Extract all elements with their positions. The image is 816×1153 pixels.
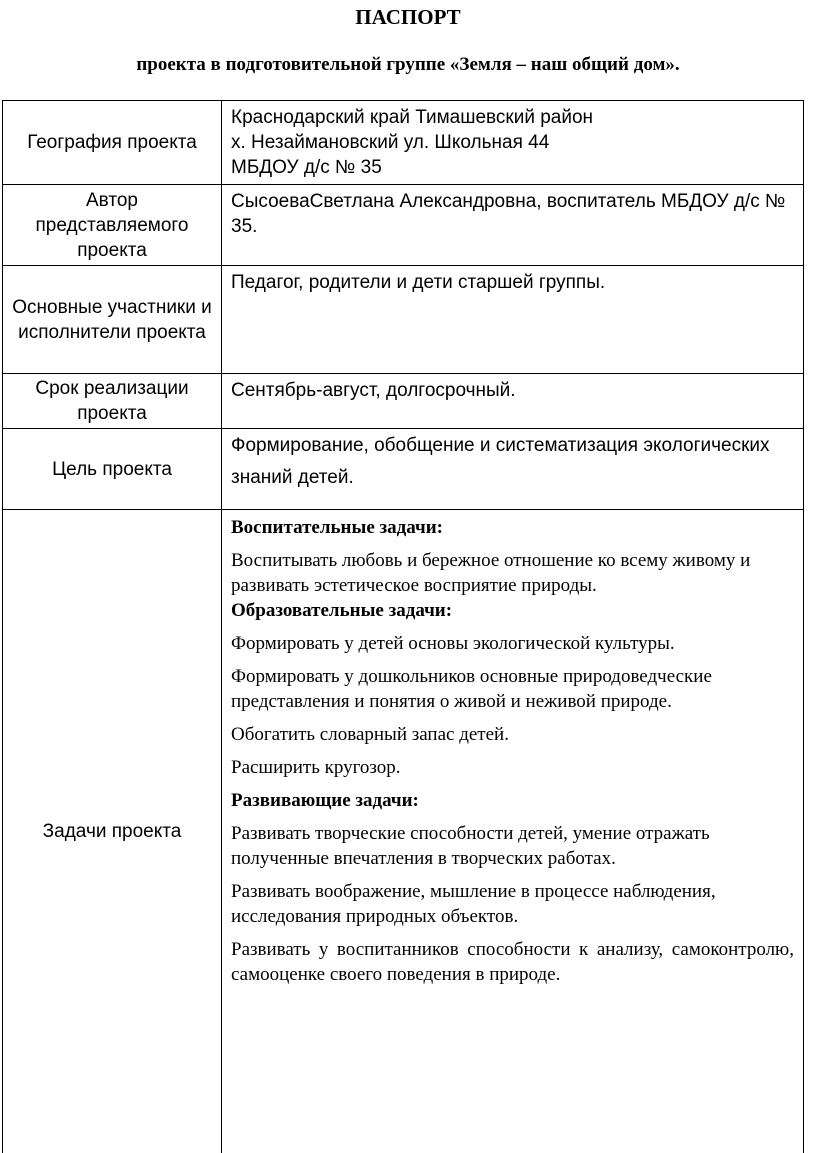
row-label-goal: Цель проекта [3, 429, 222, 510]
project-passport-table [2, 100, 804, 1153]
table-row [3, 510, 804, 1153]
row-label-geography: География проекта [3, 101, 222, 185]
table-row [3, 374, 804, 429]
row-value-author: СысоеваСветлана Александровна, воспитатель МБДОУ д/с № 35. [222, 185, 804, 266]
educational-tasks-text: Воспитывать любовь и бережное отношение ко всему живому и развивать эстетическое восприятие природы. [231, 550, 751, 596]
learning-tasks-heading: Образовательные задачи: [231, 600, 453, 621]
learning-task-item: Формировать у дошкольников основные природоведческие представления и понятия о живой и неживой природе. [231, 666, 712, 712]
row-value-participants: Педагог, родители и дети старшей группы. [222, 266, 804, 374]
document-subtitle: проекта в подготовительной группе «Земля – наш общий дом». [136, 54, 680, 75]
row-value-geography [222, 101, 804, 185]
row-label-term: Срок реализации проекта [3, 374, 222, 429]
developing-task-item: Развивать творческие способности детей, умение отражать полученные впечатления в творческих работах. [231, 823, 710, 869]
table-row [3, 185, 804, 266]
document-title: ПАСПОРТ [355, 5, 461, 29]
learning-task-item: Расширить кругозор. [231, 757, 401, 778]
row-label-participants: Основные участники и исполнители проекта [3, 266, 222, 374]
developing-tasks-heading: Развивающие задачи: [231, 790, 419, 811]
developing-task-item: Развивать у воспитанников способности к анализу, самоконтролю, самооценке своего поведения в природе. [231, 939, 794, 985]
learning-task-item: Обогатить словарный запас детей. [231, 724, 509, 745]
row-label-author: Автор представляемого проекта [3, 185, 222, 266]
table-row [3, 266, 804, 374]
row-label-tasks: Задачи проекта [3, 510, 222, 1153]
row-value-tasks [222, 510, 804, 1153]
row-value-term: Сентябрь-август, долгосрочный. [222, 374, 804, 429]
geography-line: х. Незаймановский ул. Школьная 44 [231, 132, 550, 153]
geography-line: Краснодарский край Тимашевский район [231, 107, 594, 128]
educational-tasks-heading: Воспитательные задачи: [231, 517, 443, 538]
table-row [3, 429, 804, 510]
developing-task-item: Развивать воображение, мышление в процессе наблюдения, исследования природных объектов. [231, 881, 716, 927]
learning-task-item: Формировать у детей основы экологической культуры. [231, 633, 675, 654]
row-value-goal: Формирование, обобщение и систематизация экологических знаний детей. [222, 429, 804, 510]
table-row [3, 101, 804, 185]
geography-line: МБДОУ д/с № 35 [231, 157, 382, 178]
